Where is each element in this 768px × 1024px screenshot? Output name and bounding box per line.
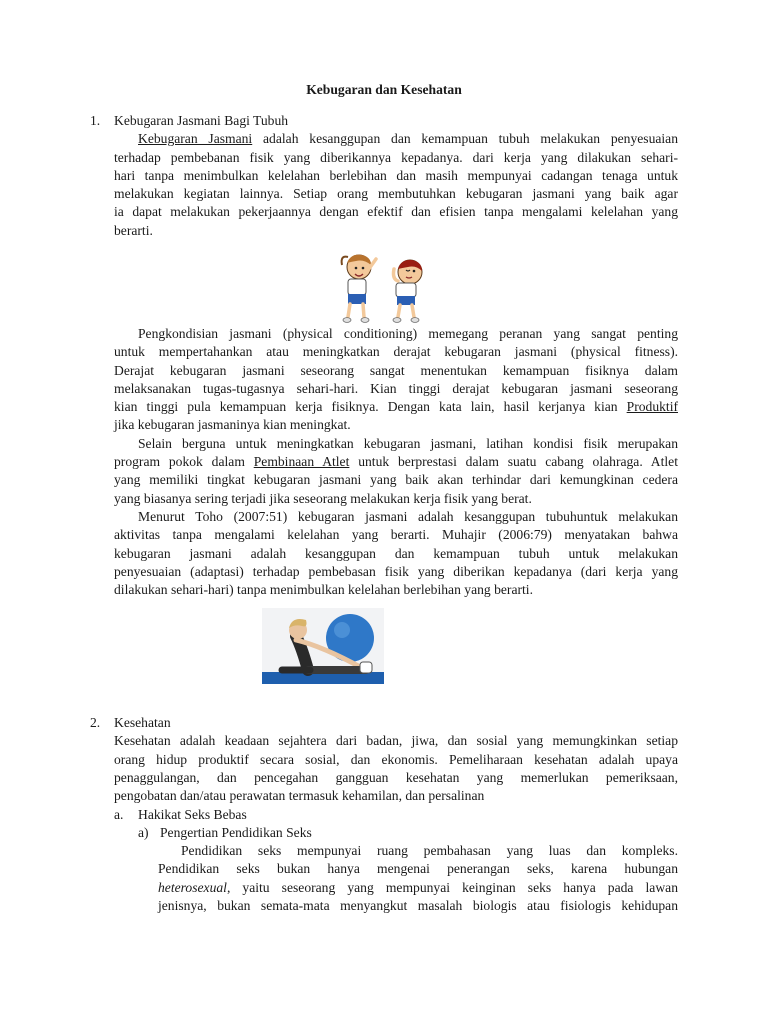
paragraph-line [114, 398, 678, 416]
section-2 [114, 714, 678, 805]
paragraph-line: untuk mempertahankan atau meningkatkan derajat kebugaran jasmani (physical fitness). [114, 344, 678, 360]
paragraph-text: untuk berprestasi dalam suatu cabang olahraga. Atlet [358, 454, 678, 470]
sub-a-heading: Hakikat Seks Bebas [138, 807, 247, 822]
paragraph-line: Pendidikan seks bukan hanya mengenai penerangan seks, karena hubungan [158, 861, 678, 877]
paragraph-line: kebugaran jasmani adalah kesanggupan dan kemampuan tubuh untuk melakukan [114, 545, 678, 561]
section-1 [114, 112, 678, 240]
sub-a1-heading: Pengertian Pendidikan Seks [160, 825, 312, 840]
stretching-kids-illustration [336, 251, 436, 327]
paragraph-line: hari tanpa menimbulkan kelelahan berlebihan dan masih mempunyai cadangan tenaga untuk [114, 167, 678, 183]
paragraph-line: yang biasanya sering terjadi jika seseorang melakukan kerja fisik yang berat. [114, 490, 532, 506]
paragraph-text: adalah kesanggupan dan kemampuan tubuh melakukan penyesuaian [263, 131, 679, 147]
paragraph-line [158, 879, 678, 897]
section-1-paragraph-3 [114, 435, 678, 508]
sub-a1-marker: a) [138, 825, 149, 840]
kid-right [393, 260, 422, 322]
section-2-paragraph-2 [158, 842, 678, 915]
paragraph-line: Menurut Toho (2007:51) kebugaran jasmani adalah kesanggupan tubuhuntuk melakukan [138, 508, 678, 524]
section-1-paragraph-4 [114, 508, 678, 599]
paragraph-line: Pengkondisian jasmani (physical conditioning) memegang peranan yang sangat penting [138, 326, 678, 341]
paragraph-line: Kesehatan adalah keadaan sejahtera dari badan, jiwa, dan sosial yang memungkinkan setiap [114, 733, 678, 749]
paragraph-line: berarti. [114, 222, 153, 238]
paragraph-line: Selain berguna untuk meningkatkan kebugaran jasmani, latihan kondisi fisik merupakan [138, 435, 678, 451]
paragraph-line: jika kebugaran jasmaninya kian meningkat. [114, 417, 351, 433]
pembinaan-atlet-link[interactable]: Pembinaan Atlet [253, 454, 350, 470]
paragraph-line: orang hidup produktif secara sosial, dan ekonomis. Pemeliharaan kesehatan adalah upaya [114, 751, 678, 767]
paragraph-line: Derajat kebugaran jasmani seseorang sangat menentukan kemampuan fisiknya dalam [114, 362, 678, 378]
paragraph-line: melakukan kegiatan lainnya. Setiap orang membutuhkan kebugaran jasmani yang baik agar [114, 186, 678, 202]
paragraph-text: kian tinggi pula kemampuan kerja fisiknya. Dengan kata lain, hasil kerjanya kian [114, 399, 618, 415]
paragraph-line: aktivitas tanpa mengalami kelelahan yang berarti. Muhajir (2006:79) menyatakan bahwa [114, 527, 678, 543]
paragraph-text: , yaitu seseorang yang mempunyai keinginan seks hanya pada lawan [226, 879, 678, 895]
paragraph-line: ia dapat melakukan pekerjaannya dengan efektif dan efisien tanpa mengalami kelelahan yang [114, 204, 678, 220]
document-title: Kebugaran dan Kesehatan [306, 82, 462, 97]
sub-a-marker: a. [114, 807, 124, 822]
paragraph-line: pengobatan dan/atau perawatan termasuk kehamilan, dan persalinan [114, 788, 485, 804]
stretching-woman-photo [262, 608, 384, 684]
section-1-paragraph-1 [114, 130, 678, 240]
section-2-number: 2. [90, 715, 101, 730]
paragraph-text: program pokok dalam [114, 454, 245, 470]
section-2-paragraph-1 [114, 732, 678, 805]
paragraph-line: dilakukan sehari-hari) tanpa menimbulkan kelelahan berlebihan yang berarti. [114, 582, 533, 598]
paragraph-line: penyesuaian (adaptasi) terhadap pembebasan fisik yang diberikan kepadanya (dari kerja yang [114, 563, 678, 579]
paragraph-line: terhadap pembebanan fisik yang diberikannya kepadanya. dari kerja yang dilakukan sehari- [114, 149, 678, 165]
paragraph-line [114, 453, 678, 471]
paragraph-line: yang memiliki tingkat kebugaran jasmani yang baik akan terhindar dari kemungkinan cedera [114, 472, 678, 488]
heterosexual-term: heterosexual [158, 879, 227, 895]
paragraph-line: penaggulangan, dan pencegahan gangguan kesehatan yang memerlukan pemeriksaan, [114, 769, 678, 785]
kid-left [342, 255, 376, 323]
section-1-paragraph-2 [114, 325, 678, 435]
section-1-continued [114, 325, 678, 599]
produktif-link[interactable]: Produktif [626, 399, 678, 415]
kebugaran-jasmani-link[interactable]: Kebugaran Jasmani [138, 131, 253, 147]
paragraph-line: melaksanakan tugas-tugasnya sehari-hari. Kian tinggi derajat kebugaran jasmani seseorang [114, 380, 678, 396]
paragraph-line: Pendidikan seks mempunyai ruang pembahasan yang luas dan kompleks. [181, 843, 678, 858]
paragraph-line [114, 130, 678, 148]
section-1-number: 1. [90, 113, 101, 128]
section-1-heading: Kebugaran Jasmani Bagi Tubuh [114, 113, 289, 128]
section-2-heading: Kesehatan [114, 715, 171, 730]
paragraph-line: jenisnya, bukan semata-mata menyangkut masalah biologis atau fisiologis kehidupan [158, 897, 678, 913]
